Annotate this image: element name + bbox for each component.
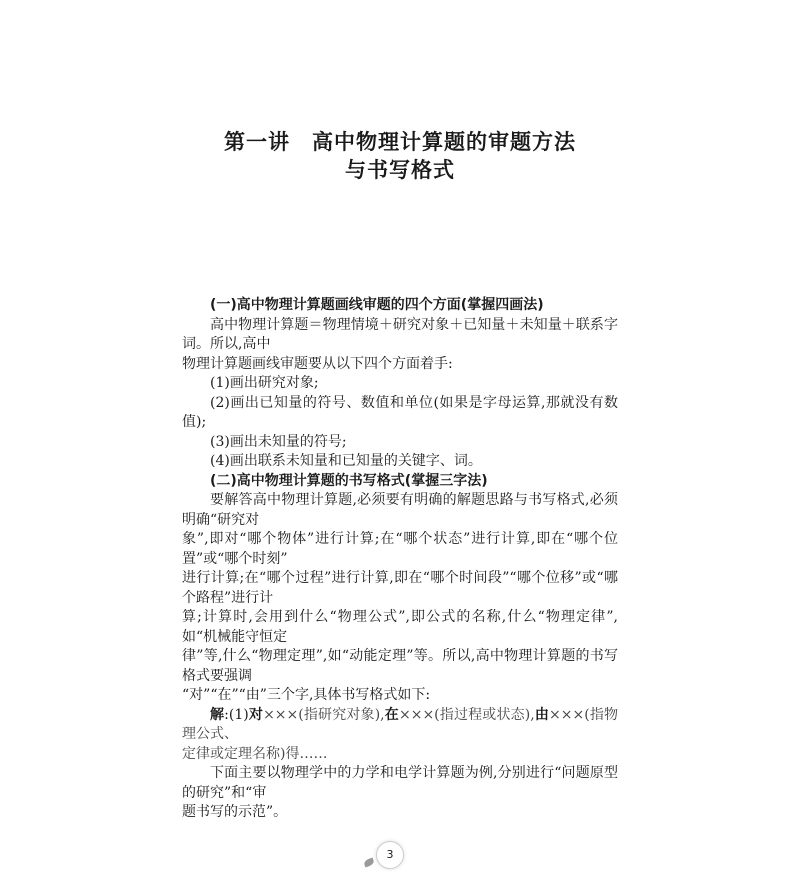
list-item: (1)画出研究对象; [210, 375, 319, 391]
placeholder-formula: ×××(指物理公式、 [182, 706, 619, 742]
keyword-dui: 对 [248, 706, 264, 723]
section1-heading: (一)高中物理计算题画线审题的四个方面(掌握四画法) [210, 297, 544, 313]
paragraph-line: 进行计算;在“哪个过程”进行计算,即在“哪个时间段”“哪个位移”或“哪个路程”进行计 [182, 570, 618, 606]
solution-step: :(1) [224, 706, 249, 723]
paragraph-line: 象”,即对“哪个物体”进行计算;在“哪个状态”进行计算,即在“哪个位置”或“哪个时刻” [182, 531, 618, 567]
keyword-zai: 在 [384, 706, 399, 723]
leaf-decoration-icon [363, 858, 375, 868]
paragraph-line: 要解答高中物理计算题,必须要有明确的解题思路与书写格式,必须明确“研究对 [182, 492, 618, 528]
page-footer [360, 839, 420, 871]
list-item: (3)画出未知量的符号; [210, 433, 347, 450]
solution-template-line2: 定律或定理名称)得…… [182, 745, 328, 762]
chapter-title [0, 128, 800, 184]
chapter-title-line2: 与书写格式 [345, 157, 455, 182]
paragraph-line: 下面主要以物理学中的力学和电学计算题为例,分别进行“问题原型的研究”和“审 [182, 765, 618, 801]
paragraph-line: 物理计算题画线审题要从以下四个方面着手: [182, 355, 453, 372]
paragraph-line: 律”等,什么“物理定理”,如“动能定理”等。所以,高中物理计算题的书写格式要强调 [182, 648, 618, 684]
body-text [182, 296, 618, 823]
page-number: 3 [376, 841, 404, 869]
paragraph-line: 算;计算时,会用到什么“物理公式”,即公式的名称,什么“物理定律”,如“机械能守恒定 [182, 609, 618, 645]
placeholder-process: ×××(指过程或状态), [398, 706, 535, 723]
solution-label: 解 [210, 706, 225, 723]
list-item: (4)画出联系未知量和已知量的关键字、词。 [210, 453, 482, 469]
keyword-you: 由 [534, 706, 550, 723]
paragraph-line: 题书写的示范”。 [182, 804, 288, 820]
paragraph-line: “对”“在”“由”三个字,具体书写格式如下: [182, 687, 431, 703]
chapter-title-line1: 第一讲 高中物理计算题的审题方法 [224, 129, 576, 154]
placeholder-object: ×××(指研究对象), [263, 706, 385, 723]
paragraph-line: 高中物理计算题＝物理情境＋研究对象＋已知量＋未知量＋联系字词。所以,高中 [182, 316, 618, 352]
list-item: (2)画出已知量的符号、数值和单位(如果是字母运算,那就没有数值); [182, 394, 618, 430]
section2-heading: (二)高中物理计算题的书写格式(掌握三字法) [210, 472, 488, 489]
solution-template-line1 [182, 706, 618, 745]
